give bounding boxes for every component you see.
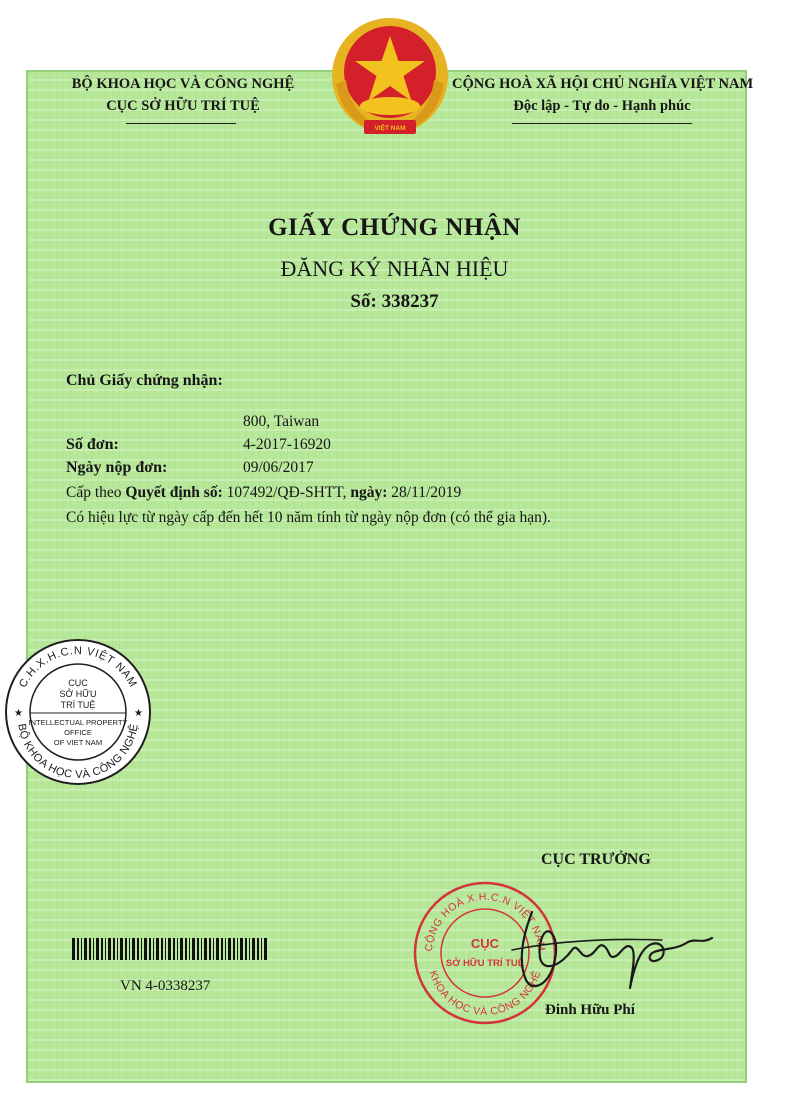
issue-date: 28/11/2019 bbox=[387, 484, 462, 501]
seal-center-line4: INTELLECTUAL PROPERTY bbox=[28, 718, 128, 727]
emblem-banner-text: VIỆT NAM bbox=[374, 125, 406, 132]
country-name: CỘNG HOÀ XÃ HỘI CHỦ NGHĨA VIỆT NAM bbox=[452, 76, 754, 92]
director-signature bbox=[492, 898, 722, 998]
red-seal-center-line2: SỞ HỮU TRÍ TUỆ bbox=[445, 958, 525, 969]
holder-label: Chủ Giấy chứng nhận: bbox=[66, 372, 223, 389]
application-number: 4-2017-16920 bbox=[243, 436, 331, 453]
motto-underline bbox=[512, 123, 692, 124]
seal-center-line5: OFFICE bbox=[64, 728, 92, 737]
red-seal-ring-top: CỘNG HOÀ X.H.C.N VIỆT NAM bbox=[422, 890, 548, 953]
ministry-name: BỘ KHOA HỌC VÀ CÔNG NGHỆ bbox=[71, 76, 295, 92]
decision-label: Quyết định số: bbox=[125, 484, 223, 501]
seal-center-line3: TRÍ TUỆ bbox=[60, 700, 96, 710]
national-emblem-icon bbox=[326, 14, 454, 142]
certificate-title: GIẤY CHỨNG NHẬN bbox=[268, 214, 521, 241]
validity-statement: Có hiệu lực từ ngày cấp đến hết 10 năm tính từ ngày nộp đơn (có thể gia hạn). bbox=[66, 509, 551, 526]
issue-date-label: ngày: bbox=[350, 484, 388, 501]
certificate-reference: VN 4-0338237 bbox=[120, 978, 211, 994]
seal-star-right-icon: ★ bbox=[134, 708, 143, 719]
signer-name: Đinh Hữu Phí bbox=[545, 1002, 635, 1018]
decision-number: 107492/QĐ-SHTT, bbox=[222, 484, 351, 501]
country-motto: Độc lập - Tự do - Hạnh phúc bbox=[513, 98, 691, 114]
seal-ring-bottom: BỘ KHOA HỌC VÀ CÔNG NGHỆ bbox=[15, 722, 141, 782]
red-seal-ring-bottom: KHOA HỌC VÀ CÔNG NGHỆ bbox=[426, 969, 544, 1019]
issue-prefix: Cấp theo bbox=[66, 484, 126, 501]
signer-role: CỤC TRƯỞNG bbox=[541, 851, 651, 868]
application-number-label: Số đơn: bbox=[66, 436, 119, 453]
seal-center-line1: CỤC bbox=[68, 678, 88, 688]
seal-ring-top: C.H.X.H.C.N VIỆT NAM bbox=[16, 644, 140, 690]
certificate-number: Số: 338237 bbox=[350, 291, 439, 312]
seal-star-left-icon: ★ bbox=[14, 708, 23, 719]
office-name: CỤC SỞ HỮU TRÍ TUỆ bbox=[106, 98, 260, 114]
seal-center-line2: SỞ HỮU bbox=[59, 689, 97, 699]
issue-decision-line bbox=[66, 484, 461, 502]
certificate-subtitle: ĐĂNG KÝ NHÃN HIỆU bbox=[280, 256, 509, 281]
holder-address: 800, Taiwan bbox=[243, 413, 320, 430]
red-seal-center-line1: CỤC bbox=[470, 936, 500, 951]
seal-center-line6: OF VIET NAM bbox=[53, 738, 103, 747]
filing-date: 09/06/2017 bbox=[243, 459, 314, 476]
office-underline bbox=[126, 123, 236, 124]
office-seal-stamp bbox=[2, 634, 154, 786]
barcode-icon bbox=[72, 938, 268, 960]
filing-date-label: Ngày nộp đơn: bbox=[66, 459, 168, 476]
